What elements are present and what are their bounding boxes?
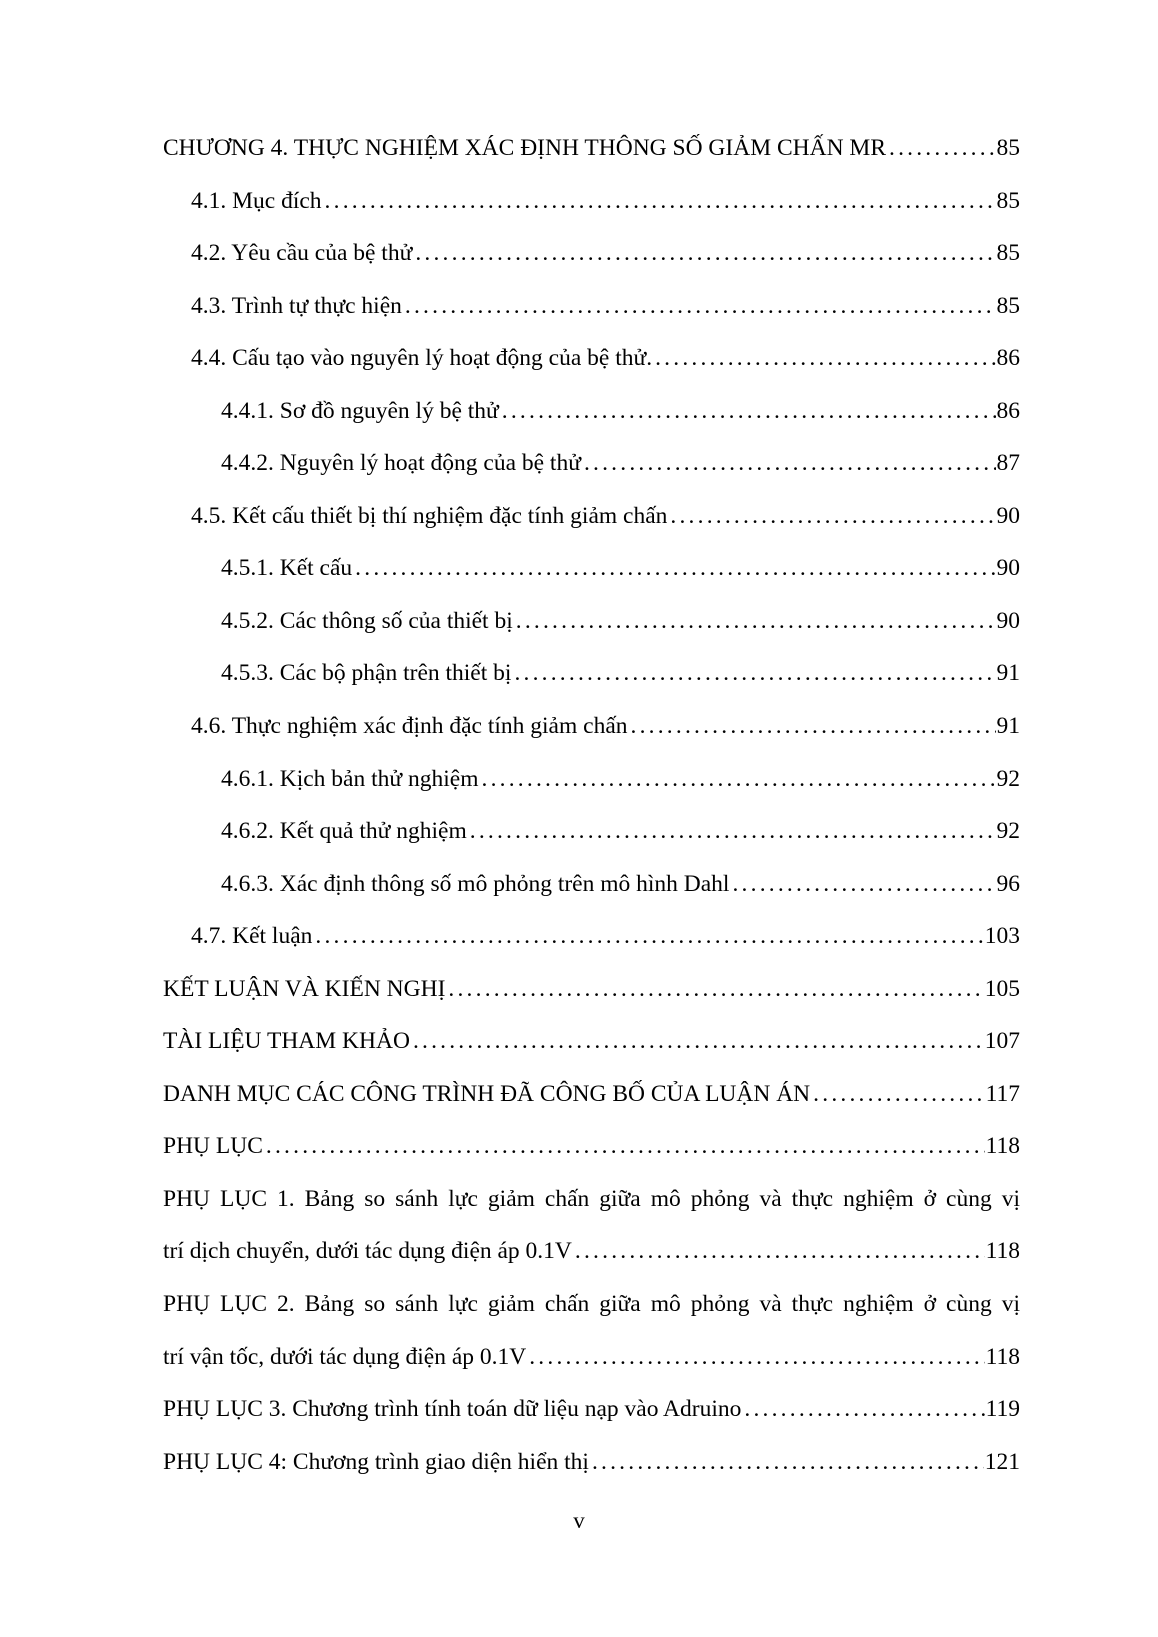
toc-entry-text: 4.4.2. Nguyên lý hoạt động của bệ thử — [221, 450, 581, 477]
toc-entry[interactable] — [163, 1278, 1020, 1383]
toc-entry[interactable] — [163, 385, 1020, 438]
toc-entry[interactable] — [163, 437, 1020, 490]
toc-entry[interactable] — [163, 1120, 1020, 1173]
page-number: v — [573, 1508, 585, 1533]
dot-leader — [631, 700, 996, 753]
toc-entry-text: PHỤ LỤC 2. Bảng so sánh lực giảm chấn giữa mô phỏng và thực nghiệm ở cùng vị — [163, 1291, 1020, 1318]
dot-leader — [529, 1331, 984, 1384]
dot-leader — [514, 647, 995, 700]
toc-entry[interactable] — [163, 1383, 1020, 1436]
dot-leader — [889, 122, 996, 175]
dot-leader — [502, 385, 996, 438]
toc-entry[interactable] — [163, 332, 1020, 385]
toc-entry[interactable] — [163, 963, 1020, 1016]
toc-page-number: 92 — [996, 765, 1020, 792]
toc-page-number: 90 — [996, 555, 1020, 582]
toc-page-number: 117 — [985, 1080, 1020, 1107]
dot-leader — [592, 1436, 984, 1489]
toc-entry-text: PHỤ LỤC — [163, 1133, 263, 1160]
dot-leader — [315, 910, 983, 963]
toc-page-number: 87 — [996, 450, 1020, 477]
toc-entry-text: 4.5.2. Các thông số của thiết bị — [221, 607, 513, 634]
dot-leader — [470, 805, 996, 858]
toc-entry-text: 4.2. Yêu cầu của bệ thử — [191, 240, 413, 267]
toc-entry-text: 4.5.3. Các bộ phận trên thiết bị — [221, 660, 512, 687]
toc-entry[interactable] — [163, 542, 1020, 595]
toc-entry-text: CHƯƠNG 4. THỰC NGHIỆM XÁC ĐỊNH THÔNG SỐ GIẢM CHẤN MR — [163, 135, 886, 161]
dot-leader — [516, 595, 996, 648]
toc-entry[interactable] — [163, 805, 1020, 858]
toc-entry[interactable] — [163, 1173, 1020, 1278]
dot-leader — [670, 490, 995, 543]
dot-leader — [355, 542, 995, 595]
toc-entry-text: 4.6.2. Kết quả thử nghiệm — [221, 818, 467, 845]
toc-page-number: 85 — [996, 187, 1020, 214]
toc-entry[interactable] — [163, 1436, 1020, 1489]
toc-entry[interactable] — [163, 280, 1020, 333]
dot-leader — [415, 227, 995, 280]
toc-page-number: 85 — [996, 240, 1020, 267]
toc-page-number: 105 — [984, 975, 1020, 1002]
toc-entry-text: TÀI LIỆU THAM KHẢO — [163, 1028, 410, 1055]
toc-entry-text: PHỤ LỤC 1. Bảng so sánh lực giảm chấn giữa mô phỏng và thực nghiệm ở cùng vị — [163, 1185, 1020, 1212]
dot-leader — [655, 332, 995, 385]
toc-entry[interactable] — [163, 647, 1020, 700]
toc-entry[interactable] — [163, 595, 1020, 648]
page-footer — [0, 1501, 1158, 1541]
toc-entry[interactable] — [163, 490, 1020, 543]
toc-page-number: 90 — [996, 607, 1020, 634]
toc-entry-text: 4.1. Mục đích — [191, 187, 322, 214]
dot-leader — [813, 1068, 984, 1121]
toc-page-number: 118 — [985, 1133, 1020, 1160]
toc-entry-text: trí vận tốc, dưới tác dụng điện áp 0.1V — [163, 1343, 527, 1370]
dot-leader — [575, 1225, 985, 1278]
toc-page-number: 90 — [996, 502, 1020, 529]
toc-page-number: 85 — [996, 292, 1020, 319]
toc-page-number: 118 — [985, 1238, 1020, 1265]
toc-page-number: 91 — [996, 660, 1020, 687]
toc-entry[interactable] — [163, 700, 1020, 753]
toc-entry-text: trí dịch chuyển, dưới tác dụng điện áp 0.1V — [163, 1238, 572, 1265]
toc-page-number: 119 — [985, 1396, 1020, 1423]
dot-leader — [405, 280, 996, 333]
dot-leader — [266, 1120, 985, 1173]
toc-entry[interactable] — [163, 753, 1020, 806]
toc-entry-text: 4.3. Trình tự thực hiện — [191, 292, 402, 319]
toc-entry[interactable] — [163, 1015, 1020, 1068]
toc-entry-text: 4.6. Thực nghiệm xác định đặc tính giảm chấn — [191, 713, 628, 740]
toc-entry-text: 4.5.1. Kết cấu — [221, 555, 353, 582]
dot-leader — [732, 858, 995, 911]
toc-entry-text: KẾT LUẬN VÀ KIẾN NGHỊ — [163, 975, 446, 1002]
toc-page-number: 91 — [996, 713, 1020, 740]
table-of-contents — [163, 122, 1020, 1488]
toc-entry-text: PHỤ LỤC 3. Chương trình tính toán dữ liệu nạp vào Adruino — [163, 1396, 742, 1423]
dot-leader — [448, 963, 983, 1016]
dot-leader — [325, 175, 996, 228]
toc-entry-text: 4.5. Kết cấu thiết bị thí nghiệm đặc tính giảm chấn — [191, 502, 668, 529]
toc-entry[interactable] — [163, 858, 1020, 911]
toc-entry-text: 4.4. Cấu tạo vào nguyên lý hoạt động của bệ thử. — [191, 345, 653, 372]
toc-page-number: 92 — [996, 818, 1020, 845]
toc-page-number: 107 — [984, 1028, 1020, 1055]
dot-leader — [584, 437, 996, 490]
toc-page-number: 86 — [996, 345, 1020, 372]
toc-entry-text: 4.6.3. Xác định thông số mô phỏng trên mô hình Dahl — [221, 870, 730, 897]
toc-entry-text: DANH MỤC CÁC CÔNG TRÌNH ĐÃ CÔNG BỐ CỦA LUẬN ÁN — [163, 1080, 811, 1107]
toc-entry[interactable] — [163, 175, 1020, 228]
toc-entry-text: 4.4.1. Sơ đồ nguyên lý bệ thử — [221, 397, 499, 424]
toc-entry[interactable] — [163, 122, 1020, 175]
toc-page-number: 118 — [985, 1343, 1020, 1370]
dot-leader — [482, 753, 996, 806]
toc-page-number: 103 — [984, 923, 1020, 950]
dot-leader — [413, 1015, 984, 1068]
toc-entry[interactable] — [163, 910, 1020, 963]
toc-entry-text: 4.7. Kết luận — [191, 923, 313, 950]
toc-entry-text: 4.6.1. Kịch bản thử nghiệm — [221, 765, 479, 792]
dot-leader — [744, 1383, 984, 1436]
toc-entry-text: PHỤ LỤC 4: Chương trình giao diện hiển thị — [163, 1448, 589, 1475]
toc-page-number: 96 — [996, 870, 1020, 897]
toc-page-number: 86 — [996, 397, 1020, 424]
toc-entry[interactable] — [163, 1068, 1020, 1121]
toc-entry[interactable] — [163, 227, 1020, 280]
toc-page-number: 121 — [984, 1448, 1020, 1475]
toc-page-number: 85 — [996, 135, 1020, 161]
